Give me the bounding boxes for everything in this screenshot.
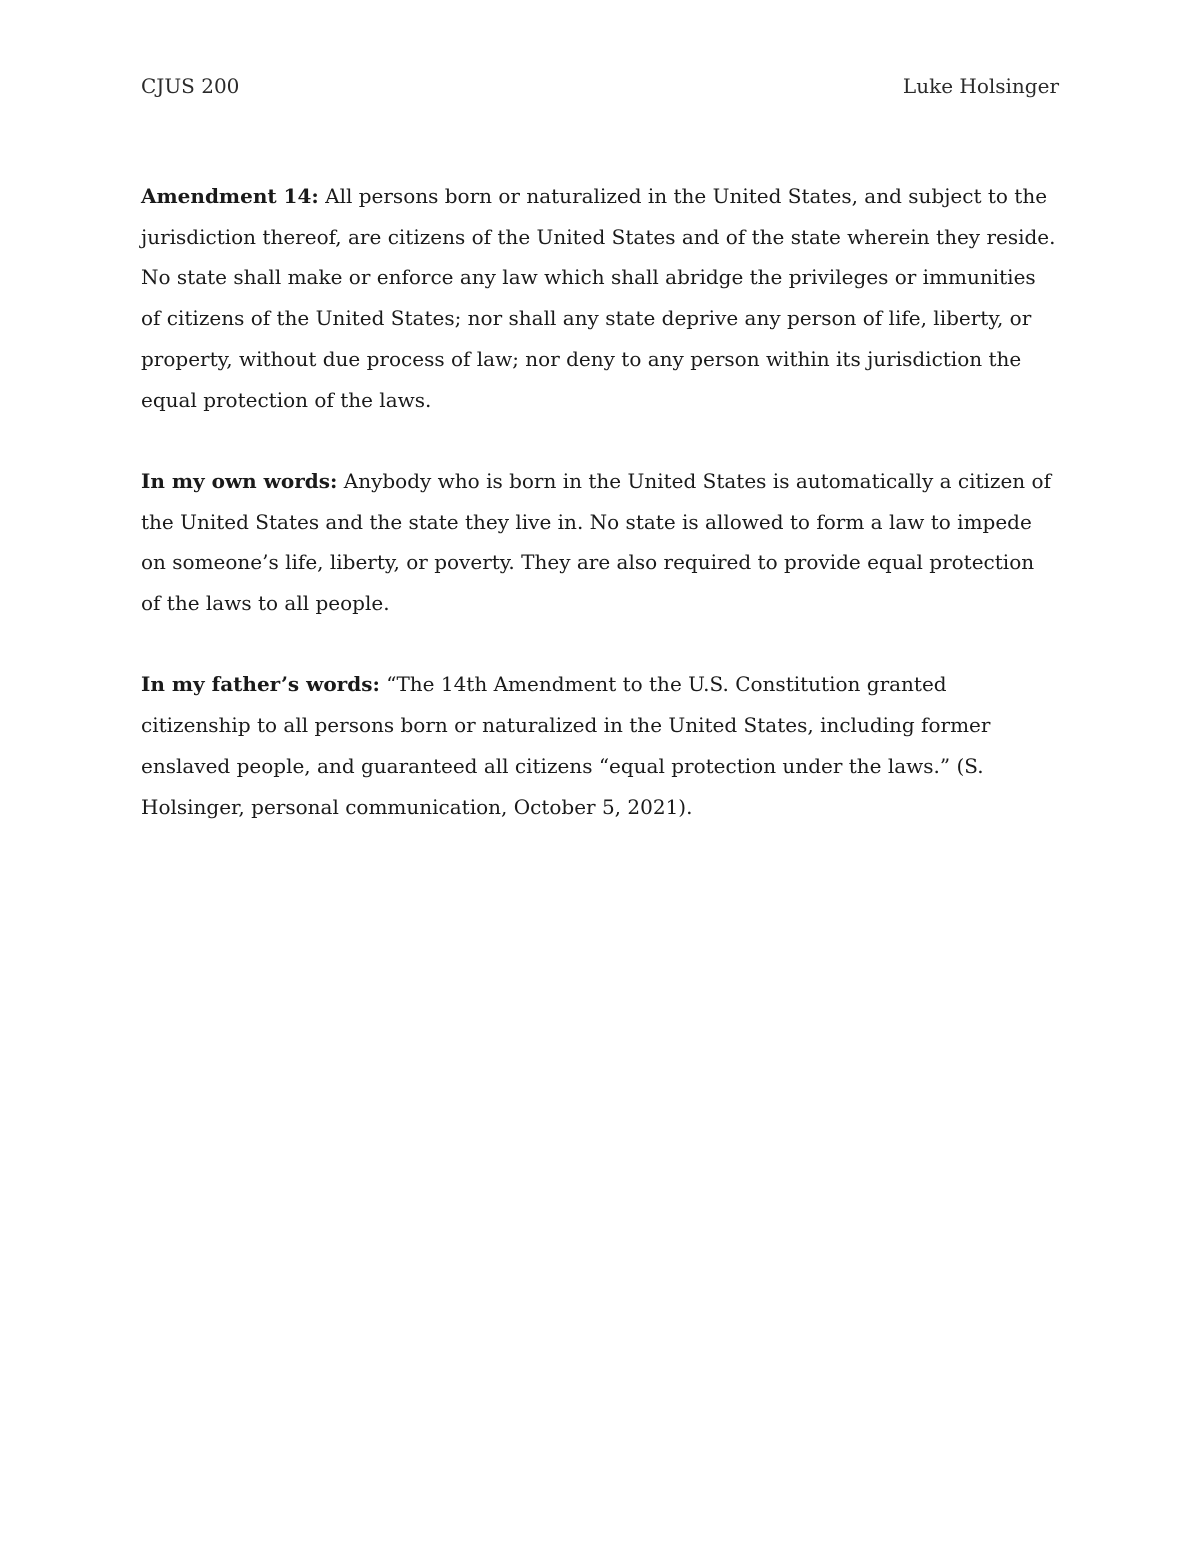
paragraph-text: All persons born or naturalized in the United States, and subject to the jurisdiction thereof, are citizens of the United States and of the state wherein they reside. No state shall make or enforce any law which shall abridge the privileges or immunities of citizens of the United States; nor shall any state deprive any person of life, liberty, or property, without due process of law; nor deny to any person within its jurisdiction the equal protection of the laws. <box>141 184 1056 412</box>
paragraph-own-words <box>141 461 1059 624</box>
paragraph-text: “The 14th Amendment to the U.S. Constitution granted citizenship to all persons born or naturalized in the United States, including former enslaved people, and guaranteed all citizens “equal protection under the laws.” (S. Holsinger, personal communication, October 5, 2021). <box>141 672 991 819</box>
paragraph-fathers-words <box>141 664 1059 827</box>
paragraph-label: In my father’s words: <box>141 672 380 697</box>
paragraph-text: Anybody who is born in the United States is automatically a citizen of the United States and the state they live in. No state is allowed to form a law to impede on someone’s life, liberty, or poverty. They are also required to provide equal protection of the laws to all people. <box>141 468 1051 616</box>
page-header <box>141 74 1059 98</box>
paragraph-label: Amendment 14: <box>141 184 319 208</box>
paragraph-amendment <box>141 176 1059 420</box>
header-course: CJUS 200 <box>141 74 240 98</box>
document-body <box>141 176 1059 868</box>
paragraph-label: In my own words: <box>141 468 338 493</box>
header-author: Luke Holsinger <box>902 74 1059 98</box>
